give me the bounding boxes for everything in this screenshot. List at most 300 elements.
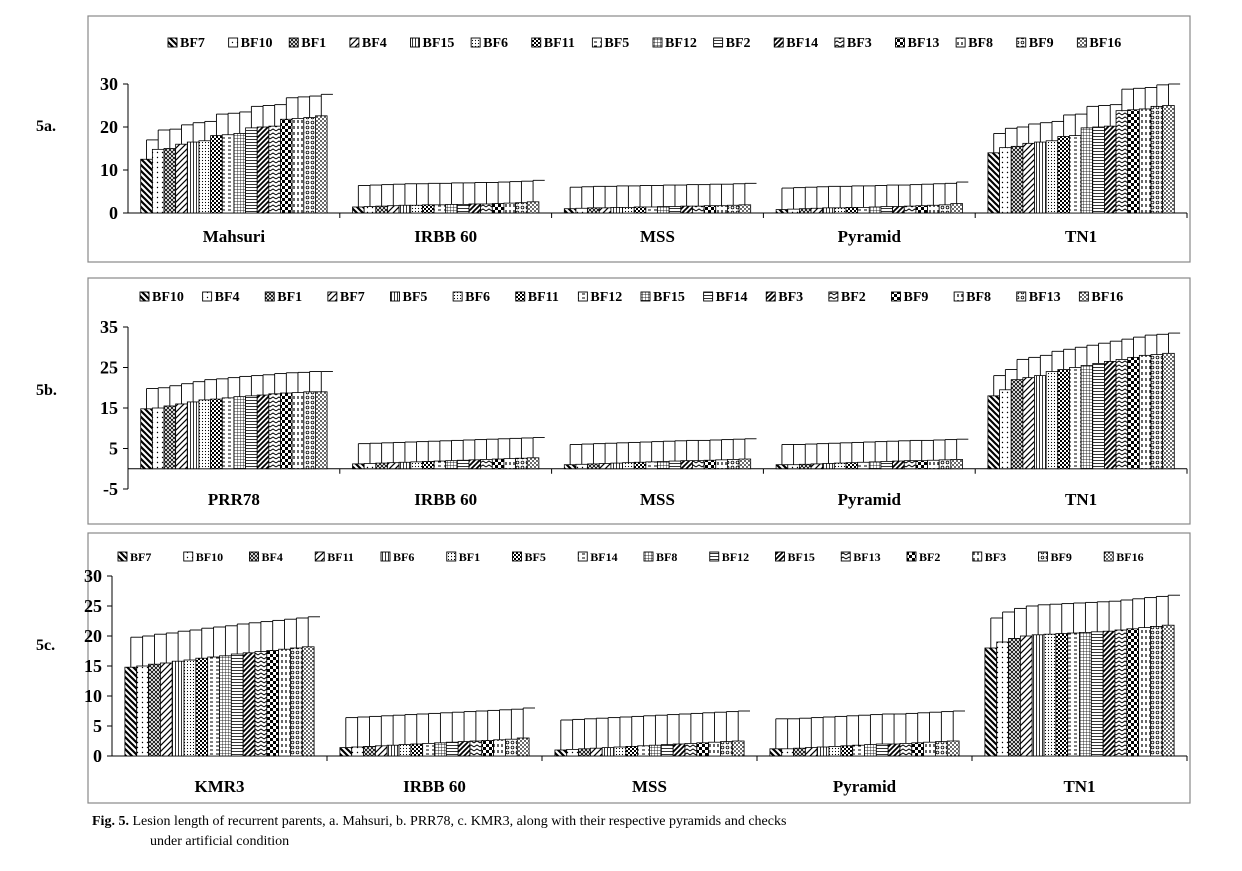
bar-BF7	[776, 210, 788, 213]
legend-swatch-BF5	[592, 38, 601, 47]
legend-swatch-BF11	[315, 552, 324, 561]
legend-label-BF10: BF10	[152, 290, 184, 305]
bar-BF10	[782, 749, 794, 756]
legend-label-BF14: BF14	[786, 36, 819, 51]
bar-BF15	[1035, 142, 1047, 213]
bar-BF16	[517, 738, 529, 756]
bar-BF15	[888, 744, 900, 756]
bar-BF10	[564, 465, 576, 469]
legend-swatch-BF5	[513, 552, 522, 561]
bar-BF14	[1068, 633, 1080, 756]
caption-line1: Lesion length of recurrent parents, a. Mahsuri, b. PRR78, c. KMR3, along with their respective pyramids and checks	[128, 814, 787, 829]
y-tick-label: 30	[84, 566, 102, 586]
legend-label-BF3: BF3	[778, 290, 804, 305]
bar-BF4	[788, 465, 800, 469]
legend-swatch-BF3	[973, 552, 982, 561]
bar-BF10	[141, 409, 153, 469]
bar-BF16	[732, 741, 744, 756]
bar-BF10	[137, 666, 149, 756]
chart-panel-5c	[84, 533, 1190, 803]
bar-BF6	[411, 205, 423, 213]
bar-BF6	[1046, 141, 1058, 213]
bar-BF7	[141, 159, 153, 213]
bar-BF16	[527, 202, 539, 213]
bar-BF2	[246, 128, 258, 213]
bar-BF3	[709, 742, 721, 756]
bar-BF12	[434, 461, 446, 469]
bar-BF1	[588, 208, 600, 213]
bar-BF1	[799, 209, 811, 213]
legend-label-BF12: BF12	[590, 290, 623, 305]
bar-BF3	[279, 649, 291, 756]
bar-BF6	[199, 141, 211, 213]
bar-BF16	[951, 459, 963, 468]
category-label: Pyramid	[837, 490, 901, 509]
legend-label-BF14: BF14	[715, 290, 748, 305]
legend-label-BF7: BF7	[130, 550, 152, 564]
bar-BF16	[315, 392, 327, 469]
legend-label-BF11: BF11	[527, 290, 559, 305]
bar-BF8	[1139, 355, 1151, 468]
bar-BF16	[302, 647, 314, 756]
legend-label-BF15: BF15	[653, 290, 685, 305]
legend-label-BF4: BF4	[361, 36, 387, 51]
bar-BF6	[172, 661, 184, 756]
bar-BF6	[411, 462, 423, 469]
bar-BF11	[160, 663, 172, 756]
bar-BF13	[939, 460, 951, 469]
bar-BF1	[1011, 380, 1023, 469]
bar-BF5	[1069, 136, 1081, 213]
legend-label-BF9: BF9	[1050, 550, 1072, 564]
bar-BF4	[149, 664, 161, 756]
category-label: TN1	[1063, 777, 1096, 796]
chart-panel-5b	[88, 278, 1190, 524]
legend-label-BF11: BF11	[543, 36, 575, 51]
bar-BF16	[947, 741, 959, 756]
legend-label-BF13: BF13	[853, 550, 881, 564]
bar-BF1	[829, 746, 841, 756]
bar-BF12	[231, 654, 243, 756]
bar-BF11	[211, 136, 223, 213]
y-tick-label: 25	[100, 357, 118, 378]
y-tick-label: 35	[100, 317, 118, 337]
legend-label-BF8: BF8	[968, 36, 994, 51]
legend-label-BF2: BF2	[725, 36, 751, 51]
bar-BF2	[1127, 629, 1139, 756]
bar-BF4	[811, 208, 823, 213]
bar-BF8	[716, 206, 728, 213]
legend-swatch-BF4	[250, 552, 259, 561]
bar-BF6	[623, 207, 635, 213]
bar-BF5	[399, 462, 411, 468]
legend-swatch-BF10	[184, 552, 193, 561]
bar-BF5	[222, 135, 234, 213]
category-label: IRBB 60	[414, 227, 478, 246]
legend-label-BF4: BF4	[214, 290, 240, 305]
bar-BF13	[304, 392, 316, 469]
bar-BF4	[387, 206, 399, 213]
bar-BF8	[435, 743, 447, 756]
bar-BF1	[184, 660, 196, 756]
bar-BF12	[876, 744, 888, 756]
bar-BF13	[685, 743, 697, 756]
legend-swatch-BF9	[1039, 552, 1048, 561]
legend-label-BF12: BF12	[665, 36, 697, 51]
legend-swatch-BF16	[1104, 552, 1113, 561]
bar-BF4	[1000, 390, 1012, 469]
bar-BF14	[893, 207, 905, 213]
legend-swatch-BF1	[289, 38, 298, 47]
bar-BF13	[1151, 355, 1163, 469]
bar-BF15	[187, 142, 199, 213]
bar-BF10	[788, 209, 800, 213]
bar-BF13	[704, 206, 716, 213]
bar-BF11	[422, 205, 434, 213]
legend-swatch-BF9	[1017, 38, 1026, 47]
bar-BF2	[1116, 359, 1128, 468]
category-label: Mahsuri	[202, 227, 266, 246]
legend-swatch-BF8	[954, 292, 963, 301]
bar-BF9	[916, 461, 928, 469]
legend-label-BF2: BF2	[840, 290, 866, 305]
bar-BF12	[1091, 632, 1103, 756]
bar-BF10	[1000, 148, 1012, 213]
legend-swatch-BF3	[766, 292, 775, 301]
legend-label-BF13: BF13	[1028, 290, 1061, 305]
bar-BF9	[704, 460, 716, 469]
legend-label-BF3: BF3	[984, 550, 1007, 564]
bar-BF10	[997, 642, 1009, 756]
bar-BF7	[985, 648, 997, 756]
y-tick-label: 5	[109, 438, 118, 459]
bar-BF3	[481, 204, 493, 213]
legend-swatch-BF8	[644, 552, 653, 561]
legend-label-BF2: BF2	[919, 550, 941, 564]
bar-BF3	[1139, 628, 1151, 756]
bar-BF6	[602, 748, 614, 756]
legend-label-BF8: BF8	[966, 290, 992, 305]
bar-BF13	[280, 119, 292, 213]
bar-BF5	[187, 402, 199, 469]
bar-BF16	[1163, 106, 1175, 214]
category-label: Pyramid	[837, 227, 901, 246]
caption-lead: Fig. 5.	[92, 814, 129, 829]
legend-label-BF7: BF7	[339, 290, 365, 305]
bar-BF8	[1080, 632, 1092, 756]
bar-BF7	[988, 153, 1000, 213]
panel-label-a: 5a.	[36, 118, 56, 135]
y-tick-label: -5	[103, 479, 118, 499]
bar-BF1	[1044, 634, 1056, 756]
bar-BF9	[935, 742, 947, 756]
bar-BF12	[234, 133, 246, 213]
chart-panel-5a	[88, 16, 1190, 262]
bar-BF16	[739, 459, 751, 469]
legend-swatch-BF14	[578, 552, 587, 561]
bar-BF12	[869, 207, 881, 213]
legend-label-BF4: BF4	[261, 550, 283, 564]
category-label: MSS	[640, 490, 675, 509]
bar-BF4	[152, 408, 164, 469]
legend-label-BF16: BF16	[1089, 36, 1122, 51]
y-tick-label: 10	[84, 686, 102, 706]
legend-label-BF1: BF1	[458, 550, 481, 564]
bar-BF14	[257, 127, 269, 213]
category-label: MSS	[632, 777, 667, 796]
bar-BF8	[220, 656, 232, 756]
bar-BF1	[614, 747, 626, 756]
y-tick-label: 0	[93, 746, 102, 766]
bar-BF14	[208, 657, 220, 756]
bar-BF11	[211, 399, 223, 469]
bar-BF2	[457, 204, 469, 213]
legend-swatch-BF10	[229, 38, 238, 47]
bar-BF2	[269, 394, 281, 469]
bar-BF6	[817, 747, 829, 756]
legend-label-BF9: BF9	[1028, 36, 1054, 51]
bar-BF6	[834, 208, 846, 213]
bar-BF9	[720, 742, 732, 756]
bar-BF11	[375, 746, 387, 756]
bar-BF13	[1128, 110, 1140, 213]
bar-BF12	[661, 745, 673, 756]
bar-BF15	[243, 653, 255, 756]
bar-BF15	[234, 397, 246, 469]
bar-BF7	[353, 207, 365, 213]
bar-BF13	[900, 743, 912, 756]
bar-BF13	[255, 652, 267, 756]
legend-swatch-BF6	[453, 292, 462, 301]
bar-BF12	[222, 398, 234, 469]
bar-BF1	[588, 464, 600, 469]
bar-BF9	[505, 739, 517, 756]
bar-BF14	[638, 746, 650, 756]
bar-BF2	[881, 207, 893, 213]
bar-BF12	[446, 742, 458, 756]
bar-BF9	[492, 459, 504, 469]
bar-BF9	[1128, 357, 1140, 468]
bar-BF2	[481, 459, 493, 468]
legend-label-BF10: BF10	[195, 550, 224, 564]
bar-BF10	[364, 207, 376, 213]
bar-BF9	[516, 203, 528, 213]
category-label: KMR3	[194, 777, 245, 796]
legend-swatch-BF7	[328, 292, 337, 301]
panel-label-c: 5c.	[36, 637, 56, 654]
legend-label-BF8: BF8	[656, 550, 678, 564]
category-label: Pyramid	[832, 777, 897, 796]
bar-BF7	[125, 667, 137, 756]
legend-label-BF5: BF5	[524, 550, 546, 564]
legend-swatch-BF11	[516, 292, 525, 301]
legend-swatch-BF7	[168, 38, 177, 47]
legend-label-BF3: BF3	[846, 36, 872, 51]
bar-BF14	[246, 396, 258, 469]
legend-label-BF6: BF6	[465, 290, 491, 305]
bar-BF4	[176, 144, 188, 213]
y-tick-label: 5	[93, 716, 102, 736]
category-label: PRR78	[207, 490, 260, 509]
bar-BF15	[611, 207, 623, 213]
bar-BF12	[858, 462, 870, 468]
legend-label-BF13: BF13	[907, 36, 940, 51]
bar-BF2	[482, 740, 494, 756]
bar-BF13	[916, 206, 928, 213]
bar-BF15	[869, 462, 881, 469]
bar-BF10	[353, 464, 365, 469]
bar-BF15	[458, 742, 470, 756]
legend-label-BF10: BF10	[240, 36, 273, 51]
bar-BF7	[176, 404, 188, 469]
bar-BF13	[516, 458, 528, 469]
bar-BF10	[567, 749, 579, 756]
bar-BF9	[280, 393, 292, 469]
legend-swatch-BF15	[776, 552, 785, 561]
legend-swatch-BF1	[447, 552, 456, 561]
bar-BF13	[727, 459, 739, 468]
bar-BF4	[794, 748, 806, 756]
bar-BF2	[697, 743, 709, 756]
bar-BF11	[846, 463, 858, 469]
legend-swatch-BF5	[391, 292, 400, 301]
legend-label-BF9: BF9	[903, 290, 929, 305]
legend-swatch-BF4	[203, 292, 212, 301]
bar-BF14	[1093, 363, 1105, 468]
bar-BF8	[292, 393, 304, 469]
bar-BF16	[527, 458, 539, 469]
bar-BF8	[928, 205, 940, 213]
bar-BF9	[304, 118, 316, 213]
bar-BF4	[1009, 638, 1021, 756]
bar-BF14	[853, 745, 865, 756]
bar-BF10	[576, 208, 588, 213]
bar-BF9	[1151, 106, 1163, 213]
bar-BF10	[152, 149, 164, 213]
bar-BF4	[364, 463, 376, 468]
bar-BF9	[290, 648, 302, 756]
legend-label-BF5: BF5	[402, 290, 428, 305]
bar-BF6	[1046, 372, 1058, 469]
legend-swatch-BF10	[140, 292, 149, 301]
bar-BF6	[623, 463, 635, 469]
legend-label-BF14: BF14	[590, 550, 618, 564]
legend-label-BF6: BF6	[393, 550, 415, 564]
bar-BF10	[776, 465, 788, 469]
bar-BF3	[1104, 361, 1116, 468]
bar-BF5	[196, 658, 208, 756]
bar-BF15	[399, 205, 411, 213]
legend-label-BF7: BF7	[180, 36, 205, 51]
bar-BF2	[669, 207, 681, 213]
bar-BF16	[951, 204, 963, 213]
bar-BF5	[858, 207, 870, 213]
bar-BF16	[315, 116, 327, 213]
legend-swatch-BF6	[381, 552, 390, 561]
bar-BF11	[590, 748, 602, 756]
bar-BF3	[904, 206, 916, 213]
bar-BF9	[727, 205, 739, 213]
bar-BF14	[681, 206, 693, 213]
legend-swatch-BF2	[714, 38, 723, 47]
legend-swatch-BF4	[350, 38, 359, 47]
bar-BF4	[1023, 143, 1035, 213]
bar-BF8	[292, 118, 304, 213]
bar-BF11	[422, 461, 434, 468]
legend-label-BF15: BF15	[422, 36, 455, 51]
caption-line2: under artificial condition	[150, 834, 290, 849]
y-tick-label: 10	[100, 160, 118, 180]
bar-BF11	[1058, 136, 1070, 213]
bar-BF9	[939, 205, 951, 213]
bar-BF6	[1032, 635, 1044, 756]
bar-BF14	[457, 460, 469, 469]
legend-swatch-BF13	[841, 552, 850, 561]
bar-BF6	[387, 745, 399, 756]
bar-BF7	[1023, 378, 1035, 469]
bar-BF4	[576, 464, 588, 468]
legend-label-BF16: BF16	[1116, 550, 1144, 564]
bar-BF5	[411, 744, 423, 756]
bar-BF8	[504, 459, 516, 469]
bar-BF1	[399, 745, 411, 756]
bar-BF11	[805, 748, 817, 756]
legend-swatch-BF9	[892, 292, 901, 301]
bar-BF12	[646, 462, 658, 469]
legend-swatch-BF14	[774, 38, 783, 47]
bar-BF1	[376, 463, 388, 469]
bar-BF5	[841, 746, 853, 756]
bar-BF8	[716, 460, 728, 469]
legend-swatch-BF12	[653, 38, 662, 47]
bar-BF11	[634, 462, 646, 468]
bar-BF5	[823, 463, 835, 468]
bar-BF7	[564, 209, 576, 213]
bar-BF3	[494, 740, 506, 756]
bar-BF5	[646, 207, 658, 213]
bar-BF1	[164, 149, 176, 214]
bar-BF3	[681, 461, 693, 469]
bar-BF5	[1035, 376, 1047, 469]
bar-BF4	[579, 749, 591, 756]
bar-BF12	[1069, 368, 1081, 469]
bar-BF7	[387, 463, 399, 469]
bar-BF14	[1104, 126, 1116, 213]
bar-BF12	[658, 207, 670, 213]
bar-BF10	[988, 396, 1000, 469]
bar-BF4	[599, 208, 611, 213]
bar-BF3	[469, 460, 481, 469]
legend-swatch-BF15	[411, 38, 420, 47]
bar-BF3	[269, 126, 281, 213]
figure-caption	[92, 812, 1192, 852]
legend-swatch-BF7	[118, 552, 127, 561]
bar-BF6	[199, 400, 211, 469]
category-label: TN1	[1065, 227, 1098, 246]
legend-label-BF1: BF1	[301, 36, 327, 51]
legend-label-BF1: BF1	[277, 290, 303, 305]
bar-BF11	[1058, 370, 1070, 469]
category-label: MSS	[640, 227, 675, 246]
legend-swatch-BF3	[835, 38, 844, 47]
legend-label-BF11: BF11	[327, 550, 354, 564]
category-label: IRBB 60	[414, 490, 478, 509]
bar-BF15	[658, 461, 670, 468]
bar-BF13	[492, 204, 504, 213]
bar-BF3	[257, 395, 269, 469]
bar-BF3	[924, 742, 936, 756]
legend-swatch-BF16	[1077, 38, 1086, 47]
